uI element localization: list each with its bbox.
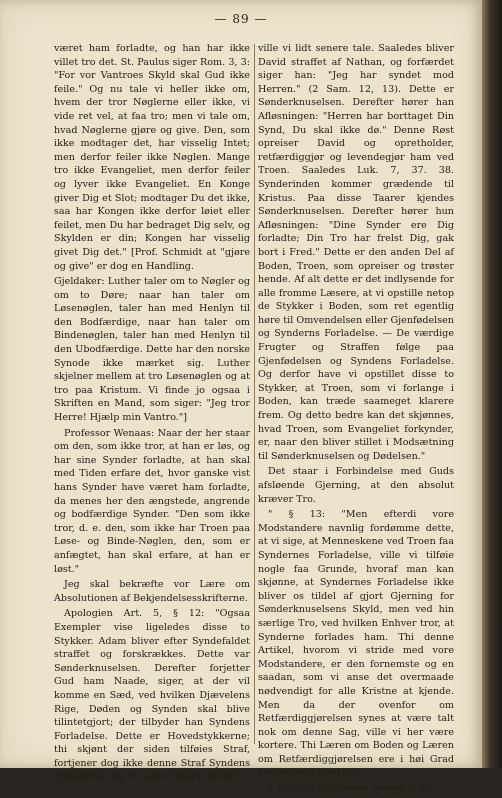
left-column	[54, 42, 250, 786]
paragraph: Det staar i Forbindelse med Guds afsløende Gjerning, at den absolut kræver Tro.	[258, 466, 454, 505]
paragraph: Jeg skal bekræfte vor Lære om Absolutionen af Bekjendelsesskrifterne.	[54, 579, 250, 604]
right-column	[258, 42, 454, 798]
book-spine-shadow	[482, 0, 502, 768]
paragraph: Gjeldaker: Luther taler om to Nøgler og om to Døre; naar han taler om Løsenøglen, taler han med Henlyn til den Bodfærdige, naar han taler om Bindenøglen, taler han med Henlyn til den Ubodfærdige. Dette har den norske Synode ikke mærket sig. Luther skjelner mellem at tro Løsenøglen og at tro paa Kristum. Vi finde jo ogsaa i Skriften en Mand, som siger: "Jeg tror Herre! Hjælp min Vantro."]	[54, 276, 250, 424]
paragraph: § 15: "For det Første spørge vi nu	[268, 783, 432, 795]
paragraph: ville vi lidt senere tale. Saaledes bliver David straffet af Nathan, og forfærdet siger han: "Jeg har syndet mod Herren." (2 Sam. 12, 13). Dette er Sønderknuselsen. Derefter hører han Afløsningen: "Herren har borttaget Din Synd, Du skal ikke dø." Denne Røst opreiser David og opretholder, retfærdiggjør og levendegjør ham ved Troen. Saaledes Luk. 7, 37. 38. Synderinden kommer grædende til Kristus. Paa disse Taarer kjendes Sønderknuselsen. Derefter hører hun Afløsningen: "Dine Synder ere Dig forladte; Din Tro har frelst Dig, gak bort i Fred." Dette er den anden Del af Boden, Troen, som opreiser og trøster hende. Af alt dette er det indlysende for alle fromme Læsere, at vi opstille netop de Stykker i Boden, som ret egentlig høre til Omvendelsen eller Gjenfødelsen og Synderns Forladelse. — De værdige Frugter og Straffen følge paa Gjenfødelsen og Syndens Forladelse. Og derfor have vi opstillet disse to Stykker, at Troen, som vi forlange i Boden, kan træde saameget klarere frem. Og detto bedre kan det skjønnes, hvad Troen, som Evangeliet forkynder, er, naar den bliver stillet i Modsætning til Sønderknuselsen og Dødelsen."	[258, 43, 454, 462]
paragraph: været ham forladte, og han har ikke villet tro det. St. Paulus siger Rom. 3, 3: "For vor Vantroes Skyld skal Gud ikke feile." Og nu tale vi heller ikke om, hvem der tror Nøglerne eller ikke, vi vide ret vel, at faa tro; men vi tale om, hvad Nøglerne gjøre og give. Den, som ikke modtager det, har visselig Intet; men derfor feiler ikke Nøglen. Mange tro ikke Evangeliet, men derfor feiler og lyver ikke Evangeliet. En Konge giver Dig et Slot; modtager Du det ikke, saa har Kongen ikke derfor løiet eller feilet, men Du har bedraget Dig selv, og Skylden er din; Kongen har visselig givet Dig det." [Prof. Schmidt at "gjøre og give" er dog en Handling.	[54, 43, 250, 272]
column-divider	[254, 44, 255, 744]
paragraph: Apologien Art. 5, § 12: "Ogsaa Exempler vise ligeledes disse to Stykker. Adam bliver efter Syndefaldet straffet og forskrækkes. Dette var Sønderknuselsen. Derefter forjetter Gud ham Naade, siger, at der vil komme en Sæd, ved hvilken Djævelens Rige, Døden og Synden skal blive tilintetgjort; der tilbyder han Syndens Forladelse. Dette er Hovedstykkerne; thi skjønt der siden tilføies Straf, fortjener dog ikke denne Straf Syndens Forladelse. Og om dette Slags Straffe	[54, 608, 250, 783]
paragraph: " § 13: "Men efterdi vore Modstandere navnlig fordømme dette, at vi sige, at Menneskene ved Troen faa Syndernes Forladelse, ville vi tilføie nogle faa Grunde, hvoraf man kan skjønne, at Syndernes Forladelse ikke bliver os tildel af gjort Gjerning for Sønderknuselsens Skyld, men ved hin særlige Tro, ved hvilken Enhver tror, at Synderne forlades ham. Thi denne Artikel, hvorom vi stride med vore Modstandere, er den fornemste og en saadan, som vi anse det overmaade nødvendigt for alle Kristne at kjende. Men da der ovenfor om Retfærdiggjørelsen synes at være talt nok om denne Sag, ville vi her være kortere. Thi Læren om Boden og Læren om Retfærdiggjørelsen ere i høi Grad beslægtede Punkter."	[258, 509, 454, 779]
paragraph: Professor Wenaas: Naar der her staar om den, som ikke tror, at han er løs, og har sine Synder forladte, at han skal med Tiden erfare det, hvor ganske vist hans Synder have været ham forladte, da menes her den ængstede, angrende og bodfærdige Synder. "Den som ikke tror, d. e. den, som ikke har Troen paa Løse- og Binde-Nøglen, den, som er anfægtet, han skal erfare, at han er løst."	[54, 427, 250, 575]
page-number: — 89 —	[214, 12, 268, 26]
